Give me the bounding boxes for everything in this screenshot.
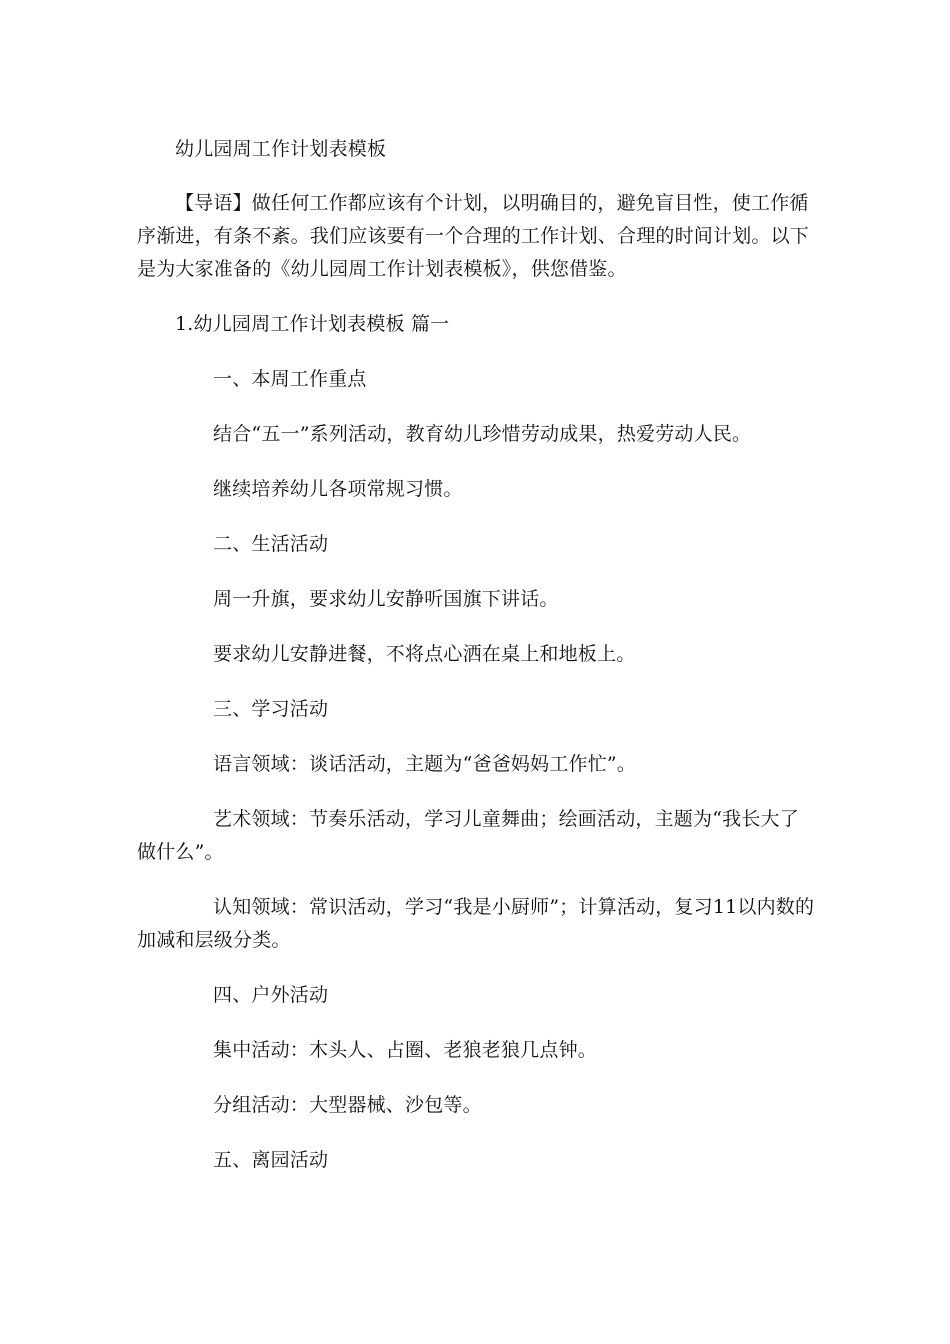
paragraph-language: 语言领域：谈话活动，主题为“爸爸妈妈工作忙”。: [213, 753, 637, 775]
heading-departure: 五、离园活动: [213, 1149, 329, 1171]
heading-outdoor: 四、户外活动: [213, 984, 329, 1006]
heading-daily-life: 二、生活活动: [213, 533, 329, 555]
heading-work-focus: 一、本周工作重点: [213, 368, 367, 390]
paragraph-small-groups: 分组活动：大型器械、沙包等。: [213, 1094, 482, 1116]
section-heading: 1.幼儿园周工作计划表模板 篇一: [175, 313, 450, 335]
paragraph-group-games: 集中活动：木头人、占圈、老狼老狼几点钟。: [213, 1039, 598, 1061]
paragraph-may-day: 结合“五一”系列活动，教育幼儿珍惜劳动成果，热爱劳动人民。: [213, 423, 752, 445]
paragraph-meals: 要求幼儿安静进餐，不将点心洒在桌上和地板上。: [213, 643, 636, 665]
paragraph-habits: 继续培养幼儿各项常规习惯。: [213, 478, 463, 500]
paragraph-cognition: 认知领域：常识活动，学习“我是小厨师”；计算活动，复习11以内数的加减和层级分类。: [137, 896, 815, 951]
document-title: 幼儿园周工作计划表模板: [175, 138, 387, 160]
paragraph-art: 艺术领域：节奏乐活动，学习儿童舞曲；绘画活动，主题为“我长大了做什么”。: [137, 808, 799, 863]
intro-paragraph: 【导语】做任何工作都应该有个计划，以明确目的，避免盲目性，使工作循序渐进，有条不紊。我们应该要有一个合理的工作计划、合理的时间计划。以下是为大家准备的《幼儿园周工作计划表模板》，供您借鉴。: [137, 192, 810, 280]
paragraph-flag-raising: 周一升旗，要求幼儿安静听国旗下讲话。: [213, 588, 559, 610]
heading-learning: 三、学习活动: [213, 698, 329, 720]
